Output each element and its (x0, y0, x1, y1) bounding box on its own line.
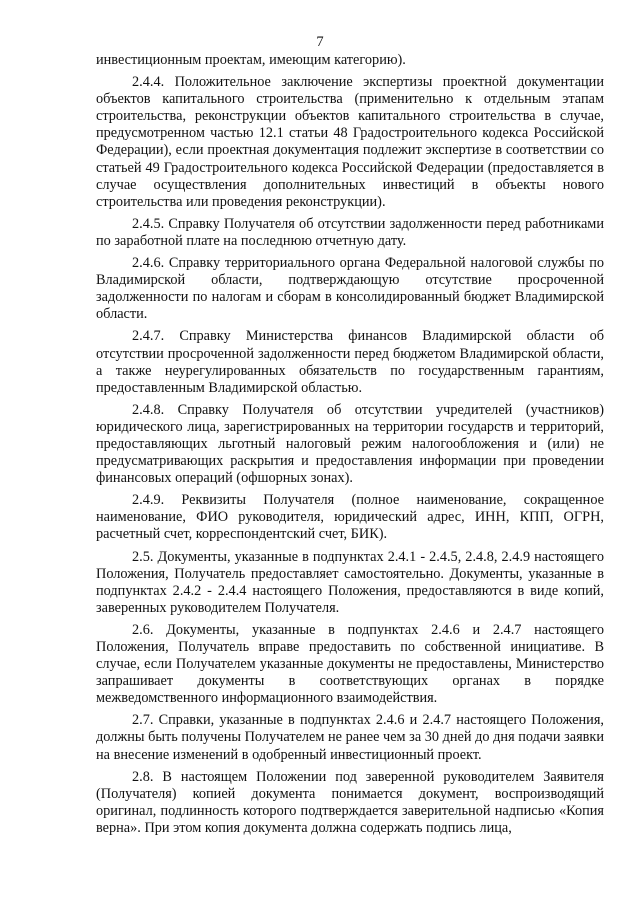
document-body (96, 52, 604, 842)
paragraph-2-7: 2.7. Справки, указанные в подпунктах 2.4.6 и 2.4.7 настоящего Положения, должны быть получены Получателем не ранее чем за 30 дней до дня подачи заявки на внесение изменений в одобренный инвестиционный проект. (96, 712, 604, 763)
paragraph-2-8: 2.8. В настоящем Положении под заверенной руководителем Заявителя (Получателя) копией документа понимается документ, воспроизводящий оригинал, подлинность которого подтверждается заверительной надписью «Копия верна». При этом копия документа должна содержать подпись лица, (96, 768, 604, 836)
paragraph-continuation: инвестиционным проектам, имеющим категорию). (96, 52, 406, 68)
paragraph-2-4-6: 2.4.6. Справку территориального органа Федеральной налоговой службы по Владимирской области, подтверждающую отсутствие просроченной задолженности по налогам и сборам в консолидированный бюджет Владимирской области. (96, 255, 604, 323)
paragraph-2-4-9: 2.4.9. Реквизиты Получателя (полное наименование, сокращенное наименование, ФИО руководителя, юридический адрес, ИНН, КПП, ОГРН, расчетный счет, корреспондентский счет, БИК). (96, 492, 604, 543)
paragraph-2-4-5: 2.4.5. Справку Получателя об отсутствии задолженности перед работниками по заработной плате на последнюю отчетную дату. (96, 215, 604, 249)
paragraph-2-6: 2.6. Документы, указанные в подпунктах 2.4.6 и 2.4.7 настоящего Положения, Получатель вправе предоставить по собственной инициативе. В случае, если Получателем указанные документы не предоставлены, Министерство запрашивает документы в соответствующих органах в порядке межведомственного информационного взаимодействия. (96, 621, 604, 707)
page-number: 7 (316, 34, 324, 50)
paragraph-2-5: 2.5. Документы, указанные в подпунктах 2.4.1 - 2.4.5, 2.4.8, 2.4.9 настоящего Положения, Получатель предоставляет самостоятельно. Документы, указанные в подпунктах 2.4.2 - 2.4.4 настоящего Положения, предоставляются в виде копий, заверенных руководителем Получателя. (96, 548, 604, 616)
paragraph-2-4-8: 2.4.8. Справку Получателя об отсутствии учредителей (участников) юридического лица, зарегистрированных на территории государств и территорий, предоставляющих льготный налоговый режим налогообложения и (или) не предусматривающих раскрытия и предоставления информации при проведении финансовых операций (офшорных зонах). (96, 401, 604, 487)
paragraph-2-4-4: 2.4.4. Положительное заключение экспертизы проектной документации объектов капитального строительства (применительно к отдельным этапам строительства, реконструкции объектов капитального строительства в случае, предусмотренном частью 12.1 статьи 48 Градостроительного кодекса Российской Федерации), если проектная документация подлежит экспертизе в соответствии со статьей 49 Градостроительного кодекса Российской Федерации (предоставляется в случае осуществления дополнительных инвестиций в объекты нового строительства или проведения реконструкции). (96, 74, 604, 210)
paragraph-2-4-7: 2.4.7. Справку Министерства финансов Владимирской области об отсутствии просроченной задолженности перед бюджетом Владимирской области, а также неурегулированных обязательств по государственным гарантиям, предоставленным Владимирской областью. (96, 328, 604, 396)
